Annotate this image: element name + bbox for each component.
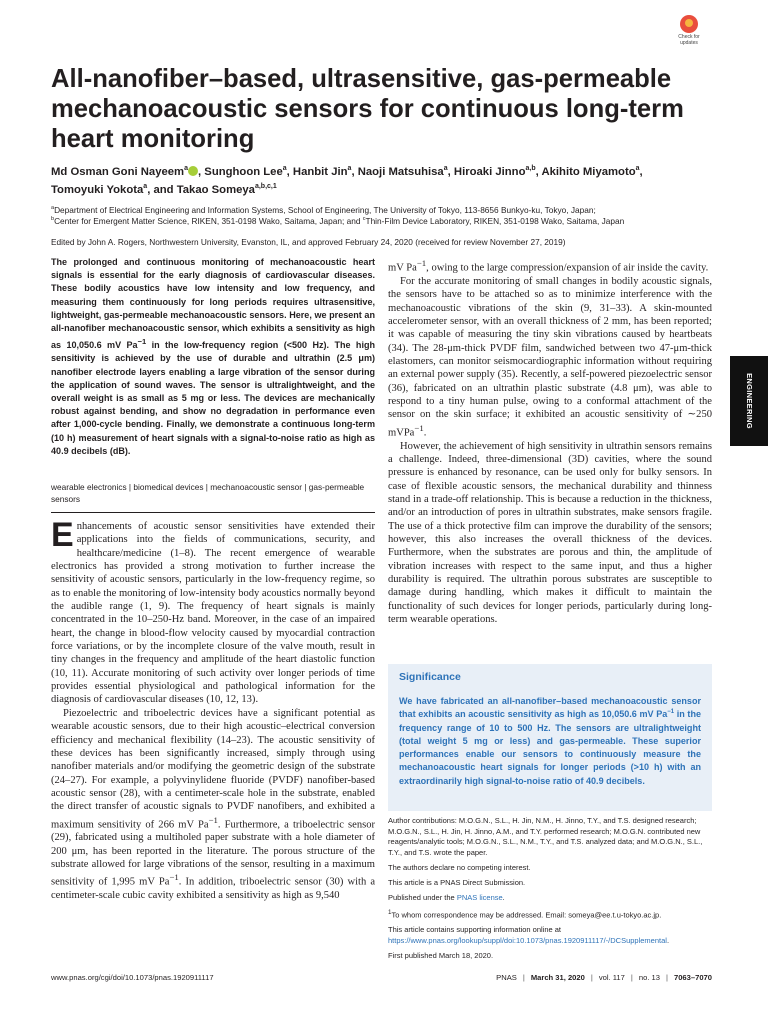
competing-interest: The authors declare no competing interest. [388,862,531,872]
footer-issue: no. 13 [638,973,660,982]
supporting-info [388,925,712,946]
unit-exponent: −1 [137,337,147,347]
unit-exponent: −1 [667,709,675,716]
footer-citation: PNAS | March 31, 2020 | vol. 117 | no. 13 | 7063–7070 [496,973,712,982]
orcid-icon[interactable] [188,166,198,176]
license-link[interactable]: PNAS license [456,892,503,902]
correspondence-sup: 1 [388,908,392,916]
author-affil-sup: a [184,165,188,173]
affiliations [51,205,731,227]
body-text: However, the achievement of high sensitivity in ultrathin sensors remains a challenge. Indeed, three-dimensional (3D) cavities, where the sound pressure is enhanced by resonance, can be used only for bulky sensors. In case of flexible acoustic sensors, the mechanical durability and thinness stand in a trade-off relationship. This is because a reduction in the thickness, and/or an introduction of pores in ultrathin substrates, make sensors fragile. The use of a thick protective film can improve the durability of the sensors; however, this also increases the overall thickness of the devices. Furthermore, when the substrates are porous and thin, the amplitude of vibration increases with respect to the same input, and thus a higher durability is required. The ultrathin porous substrates are susceptible to damage during handling, which makes it difficult to maintain the functionality of such devices for longer periods, particularly during long-term wearable operations. [388,440,712,625]
body-column-left [51,516,376,903]
first-published: First published March 18, 2020. [388,950,494,960]
author-affil-sup: a [143,183,148,191]
footer-volume: vol. 117 [598,973,625,982]
body-text: Piezoelectric and triboelectric devices have a significant potential as wearable acoustic sensors, due to their high acoustic–electrical conversion efficiency and mechanical flexibility (14–23). The acoustic sensitivity of these devices has been significantly increased, simply through using nanofiber materials and/or modifying the geometric design of the substrate (24–27). For example, a polyvinylidene fluoride (PVDF) nanofiber-based acoustic sensor (28), with a centimeter-scale hole in the substrate, enabled the direct transfer of acoustic signals to PVDF nanofibers, and exhibited a maximum sensitivity of 266 mV Pa [51,707,375,831]
unit-exponent: −1 [414,422,424,433]
author-name: Tomoyuki Yokota [51,184,144,196]
author-name: Sunghoon Lee [204,166,283,178]
author-name: Naoji Matsuhisa [357,166,444,178]
supporting-info-link[interactable]: https://www.pnas.org/lookup/suppl/doi:10.1073/pnas.1920911117/-/DCSupplemental [388,935,667,945]
check-for-updates-badge[interactable] [669,15,709,53]
author-name: Hiroaki Jinno [453,166,526,178]
section-tab [730,356,768,446]
footer-journal: PNAS [496,973,517,982]
body-text: . In addition, triboelectric sensor (30) with a centimeter-scale cubic cavity exhibited a sensitivity as high as 9,540 [51,876,376,902]
license-text: Published under the [388,892,457,902]
footer-pages: 7063–7070 [673,973,712,982]
abstract-text-cont: in the low-frequency region (<500 Hz). The high sensitivity is achieved by the use of durable and ultrathin (2.5 μm) nanofiber electrode layers enabling a large vibration of the sensor during the application of sound waves. The sensor is ultralightweight, and the overall weight is as small as 5 mg or less. The devices are mechanically robust against bending, and show no degradation in performance even after 1,000-cycle bending. Finally, we demonstrate a continuous long-term (10 h) measurement of heart signals with a signal-to-noise ratio as high as 40.9 decibels (dB). [51,340,376,456]
body-paragraph [388,257,712,275]
body-text: mV Pa [388,262,417,274]
correspondence [388,908,712,921]
affil-b: Center for Emergent Matter Science, RIKEN, 351-0198 Wako, Saitama, Japan; and [54,216,361,227]
author-name: Md Osman Goni Nayeem [51,166,185,178]
significance-text [399,695,701,788]
significance-text-part: We have fabricated an all-nanofiber–based mechanoacoustic sensor that exhibits an acoustic sensitivity as high as 10,050.6 mV Pa [399,696,701,720]
unit-exponent: −1 [416,258,427,268]
author-contributions: Author contributions: M.O.G.N., S.L., H. Jin, N.M., H. Jinno, T.Y., and T.S. designed research; M.O.G.N., S.L., H. Jin, H. Jinno, A.M., and T.Y. performed research; M.O.G.N. contributed new reagents/analytic tools; M.O.G.N., S.L., N.M., T.Y., and T.S. analyzed data; and M.O.G.N., S.L., T.Y., and T.S. wrote the paper. [388,816,703,857]
affil-b-sup: b [51,216,55,223]
author-name: Hanbit Jin [292,166,348,178]
crossmark-icon [680,15,698,33]
author-name: Takao Someya [176,184,255,196]
body-text: , owing to the large compression/expansion of air inside the cavity. [426,262,709,274]
affil-a: Department of Electrical Engineering and Information Systems, School of Engineering, The University of Tokyo, 113-8656 Bunkyo-ku, Tokyo, Japan; [54,205,596,215]
significance-text-part: in the frequency range of 10 to 500 Hz. The sensors are ultralightweight (total weight 5 mg or less) and gas-permeable. These superior performances enable our sensors to continuously measure the mechanoacoustic heart signals for longer periods (>10 h) with an extraordinarily high signal-to-noise ratio of 40.9 decibels. [399,709,701,786]
significance-box [388,664,712,811]
abstract-text: The prolonged and continuous monitoring of mechanoacoustic heart signals is essential for the early diagnosis of cardiovascular diseases. These bodily acoustics have low intensity and low frequency, and measuring them continuously for long periods requires ultrasensitive, lightweight, gas-permeable mechanoacoustic sensors. Here, we present an all-nanofiber mechanoacoustic sensor, which exhibits a sensitivity as high as 10,050.6 mV Pa [51,257,375,351]
affil-a-sup: a [51,205,55,212]
author-affil-sup: a [347,165,352,173]
unit-exponent: −1 [208,814,218,825]
license-line [388,893,712,904]
section-tab-label: ENGINEERING [745,373,754,429]
article-title: All-nanofiber–based, ultrasensitive, gas-permeable mechanoacoustic sensors for continuous long-term heart monitoring [51,65,684,153]
article-notes [388,816,712,966]
body-text: nhancements of acoustic sensor sensitivities have extended their applications into the fields of communications, security, and healthcare/medicine (1–8). The recent emergence of wearable electronics has provided a strong motivation to further increase the sensitivity of acoustic sensors, particularly in the low-frequency regime, so as to enable the monitoring of low-intensity body acoustics normally beyond the audible range (1, 9). The frequency of heart signals is mainly concentrated in the 10–250-Hz band. Moreover, in the case of an impaired heart, the change in blood-flow velocity caused by myocardial contraction force variations, or by the incomplete closure of the valve mouth, result in tiny changes in the frequency and amplitude of the heart diastolic function (10, 11). Accurate monitoring of such activity over longer periods of time provides essential physiological and pathological information for the diagnosis of cardiovascular diseases (10, 12, 13). [51,521,375,706]
body-paragraph [388,275,712,440]
affil-c: Thin-Film Device Laboratory, RIKEN, 351-0198 Wako, Saitama, Japan [365,216,625,227]
license-text-end: . [502,892,505,902]
keywords: wearable electronics | biomedical devices | mechanoacoustic sensor | gas-permeable sensors [51,482,365,504]
abstract [51,256,375,458]
body-paragraph [388,440,712,627]
body-paragraph [51,707,375,903]
author-affil-sup: a,b [525,165,536,173]
author-affil-sup: a [282,165,287,173]
body-text: For the accurate monitoring of small changes in bodily acoustic signals, the sensors have to be attached so as to minimize interference with the mechanoacoustic vibrations of the skin (9, 31–33). A skin-mounted accelerometer sensor, with an overall thickness of 2 mm, has been reported; it was capable of measuring the tiny skin vibrations caused by heartbeats (34). The 28-μm-thick PVDF film, sandwiched between two 47-μm-thick elastomers, can monitor seismocardiographic information without requiring an external power supply (35). Recently, a self-powered piezoelectric sensor (36), fabricated on an ultrathin plastic substrate (4.8 μm), was able to respond to a tiny human pulse, owing to a conformal attachment of the sensor on the skin surface; it exhibited an acoustic sensitivity of ∼250 mVPa [388,275,712,439]
body-paragraph [51,516,375,707]
affil-c-sup: c [362,216,366,223]
body-text: . [423,427,427,439]
drop-cap: E [51,516,74,554]
footer-date: March 31, 2020 [530,973,585,982]
author-list: Md Osman Goni Nayeem$^a$ , Sunghoon Lee$^a$, Hanbit Jin$^a$, Naoji Matsuhisa$^a$, Hiroaki Jinno$^{a,b}$, Akihito Miyamoto$^a$, Tomoyuki Yokota$^a$, and Takao Someya$^{a,b,c,1}$ [51,165,643,196]
edited-by-line: Edited by John A. Rogers, Northwestern University, Evanston, IL, and approved February 24, 2020 (received for review November 27, 2019) [51,237,566,247]
footer-doi[interactable]: www.pnas.org/cgi/doi/10.1073/pnas.1920911117 [51,973,214,982]
author-affil-sup: a,b,c,1 [254,183,277,191]
supporting-text-end: . [666,935,670,945]
correspondence-text: To whom correspondence may be addressed. Email: someya@ee.t.u-tokyo.ac.jp. [391,910,662,919]
body-column-right [388,257,712,626]
author-name: Akihito Miyamoto [541,166,636,178]
supporting-text: This article contains supporting information online at [388,925,562,934]
check-for-updates-label: Check for updates [678,34,700,46]
divider [51,512,375,513]
direct-submission: This article is a PNAS Direct Submission. [388,877,526,887]
unit-exponent: −1 [169,872,179,883]
author-affil-sup: a [443,165,448,173]
author-affil-sup: a [635,165,640,173]
body-text: . Furthermore, a triboelectric sensor (29), fabricated using a multiholed paper substrate with a hole diameter of 200 μm, has been reported in the literature. The porous structure of the substrate allowed for large vibrations of the sensor, resulting in a maximum sensitivity of 1,995 mV Pa [51,819,375,888]
significance-heading: Significance [399,671,461,683]
